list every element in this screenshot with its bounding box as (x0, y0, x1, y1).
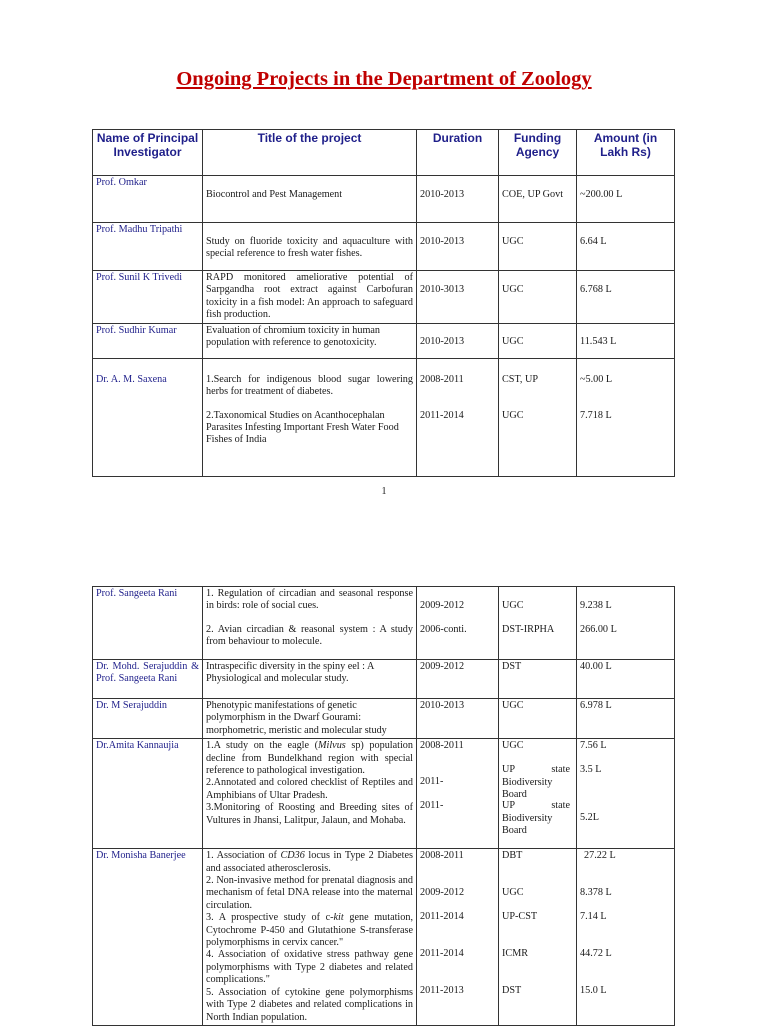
funding-agency: UP-CST (502, 911, 538, 923)
project-durations (417, 849, 499, 1026)
project-duration: 2010-2013 (417, 176, 499, 223)
pi-name: Dr. Monisha Banerjee (93, 849, 203, 1026)
project-duration: 2008-2011 (420, 740, 464, 752)
project-title: Phenotypic manifestations of genetic polymorphism in the Dwarf Gourami: morphometric, meristic and molecular study (203, 699, 417, 739)
pi-name: Prof. Sunil K Trivedi (93, 271, 203, 324)
funding-agency: CST, UP (502, 373, 539, 385)
pi-name: Prof. Sudhir Kumar (93, 323, 203, 358)
funding-agency: ICMR (502, 948, 529, 960)
project-duration: 2008-2011 (420, 373, 464, 385)
project-title: Intraspecific diversity in the spiny eel : A Physiological and molecular study. (203, 660, 417, 699)
projects-table-page-2 (92, 586, 675, 1026)
projects-table-page-1 (92, 129, 675, 477)
funding-agencies (499, 587, 577, 660)
project-amount: 5.2L (580, 812, 599, 824)
page-number: 1 (381, 486, 387, 497)
funding-agency: UGC (499, 323, 577, 358)
project-amount: 44.72 L (580, 948, 612, 960)
project-amounts (577, 358, 675, 476)
project-amount: 7.56 L (580, 740, 607, 752)
funding-agency: UP state Biodiversity Board (502, 800, 570, 837)
project-title: 2. Avian circadian & reasonal system : A study from behaviour to molecule. (206, 624, 413, 648)
project-title: 2.Taxonomical Studies on Acanthocephalan Parasites Infesting Important Fresh Water Food Fishes of India (206, 409, 399, 446)
project-duration: 2010-2013 (417, 699, 499, 739)
project-title: 1. Association of CD36 locus in Type 2 Diabetes and associated atherosclerosis. (206, 850, 413, 874)
table-row (93, 587, 675, 660)
funding-agency: UGC (502, 740, 524, 752)
pi-name: Prof. Madhu Tripathi (93, 223, 203, 271)
project-amount: 3.5 L (580, 764, 602, 776)
page-title: Ongoing Projects in the Department of Zoology (176, 68, 592, 90)
project-title: 4. Association of oxidative stress pathway gene polymorphisms with Type 2 diabetes and related complications." (206, 949, 413, 986)
table-row (93, 358, 675, 476)
project-amounts (577, 739, 675, 849)
funding-agency: DST (499, 660, 577, 699)
project-duration: 2011- (420, 800, 444, 812)
project-amount: 6.978 L (577, 699, 675, 739)
project-amount: 266.00 L (580, 624, 617, 635)
project-title: 2. Non-invasive method for prenatal diagnosis and mechanism of fetal DNA release into the maternal circulation. (206, 875, 413, 911)
project-durations (417, 358, 499, 476)
funding-agency: DST (502, 985, 522, 997)
project-amount: 27.22 L (584, 850, 616, 862)
project-title: RAPD monitored ameliorative potential of Sarpgandha root extract against Carbofuran toxicity in a fish model: An approach to safeguard fish production. (203, 271, 417, 324)
project-amount: 7.14 L (580, 911, 607, 923)
funding-agency: UGC (502, 409, 524, 421)
project-duration: 2009-2012 (420, 887, 465, 899)
project-duration: 2010-3013 (417, 271, 499, 324)
table-row (93, 323, 675, 358)
pi-name: Dr. A. M. Saxena (93, 358, 203, 476)
header-pi: Name of Principal Investigator (93, 130, 203, 176)
project-amount: 15.0 L (580, 985, 607, 997)
header-duration: Duration (417, 130, 499, 176)
project-amounts (577, 849, 675, 1026)
funding-agency: DST-IRPHA (502, 624, 555, 635)
table-row (93, 223, 675, 271)
project-amount: 6.64 L (577, 223, 675, 271)
funding-agency: UGC (499, 699, 577, 739)
funding-agencies (499, 739, 577, 849)
funding-agency: UGC (502, 887, 524, 899)
project-amount: 11.543 L (577, 323, 675, 358)
project-duration: 2009-2012 (420, 600, 465, 611)
project-titles (203, 587, 417, 660)
project-title: Biocontrol and Pest Management (203, 176, 417, 223)
pi-name: Dr. Mohd. Serajuddin & Prof. Sangeeta Rani (93, 660, 203, 699)
header-amount: Amount (in Lakh Rs) (577, 130, 675, 176)
funding-agency: DBT (502, 850, 523, 862)
project-titles (203, 849, 417, 1026)
project-titles (203, 739, 417, 849)
project-duration: 2011-2014 (420, 409, 464, 421)
project-title: 1.Search for indigenous blood sugar lowering herbs for treatment of diabetes. (206, 373, 413, 398)
project-amount: 40.00 L (577, 660, 675, 699)
table-row (93, 699, 675, 739)
table-row (93, 849, 675, 1026)
pi-name: Dr. M Serajuddin (93, 699, 203, 739)
project-title: 1. Regulation of circadian and seasonal response in birds: role of social cues. (206, 588, 413, 612)
funding-agency: UGC (499, 223, 577, 271)
project-title: 1.A study on the eagle (Milvus sp) population decline from Bundelkhand region with special reference to pathological investigation. (206, 740, 413, 777)
project-title: Study on fluoride toxicity and aquaculture with special reference to fresh water fishes. (203, 223, 417, 271)
table-row (93, 271, 675, 324)
header-agency: Funding Agency (499, 130, 577, 176)
project-amount: ~200.00 L (577, 176, 675, 223)
project-title: 3.Monitoring of Roosting and Breeding sites of Vultures in Jhansi, Lalitpur, Jalaun, and Mohaba. (206, 802, 413, 826)
project-duration: 2010-2013 (417, 323, 499, 358)
project-duration: 2009-2012 (417, 660, 499, 699)
table-header-row (93, 130, 675, 176)
project-amounts (577, 587, 675, 660)
project-duration: 2008-2011 (420, 850, 464, 862)
funding-agency: UGC (499, 271, 577, 324)
project-duration: 2011-2014 (420, 911, 464, 923)
project-durations (417, 739, 499, 849)
project-duration: 2011- (420, 776, 444, 788)
project-title: 3. A prospective study of c-kit gene mutation, Cytochrome P-450 and Glutathione S-transferase polymorphisms in cervix cancer." (206, 912, 414, 949)
project-title: 2.Annotated and colored checklist of Reptiles and Amphibians of Ultar Pradesh. (206, 777, 413, 801)
table-row (93, 660, 675, 699)
project-duration: 2011-2013 (420, 985, 464, 997)
project-duration: 2006-conti. (420, 624, 467, 635)
project-title: Evaluation of chromium toxicity in human population with reference to genotoxicity. (203, 323, 417, 358)
pi-name: Prof. Omkar (93, 176, 203, 223)
pi-name: Prof. Sangeeta Rani (93, 587, 203, 660)
funding-agency: COE, UP Govt (499, 176, 577, 223)
funding-agency: UP state Biodiversity Board (502, 764, 570, 801)
project-amount: 9.238 L (580, 600, 612, 611)
project-duration: 2011-2014 (420, 948, 464, 960)
funding-agencies (499, 849, 577, 1026)
funding-agency: UGC (502, 600, 524, 611)
project-amount: 8.378 L (580, 887, 612, 899)
project-amount: 6.768 L (577, 271, 675, 324)
project-durations (417, 587, 499, 660)
table-row (93, 739, 675, 849)
project-title: 5. Association of cytokine gene polymorphisms with Type 2 diabetes and related complications in North Indian population. (206, 986, 413, 1023)
funding-agencies (499, 358, 577, 476)
project-duration: 2010-2013 (417, 223, 499, 271)
table-row (93, 176, 675, 223)
header-title: Title of the project (203, 130, 417, 176)
project-amount: 7.718 L (580, 409, 612, 421)
pi-name: Dr.Amita Kannaujia (93, 739, 203, 849)
project-titles (203, 358, 417, 476)
project-amount: ~5.00 L (580, 373, 613, 385)
